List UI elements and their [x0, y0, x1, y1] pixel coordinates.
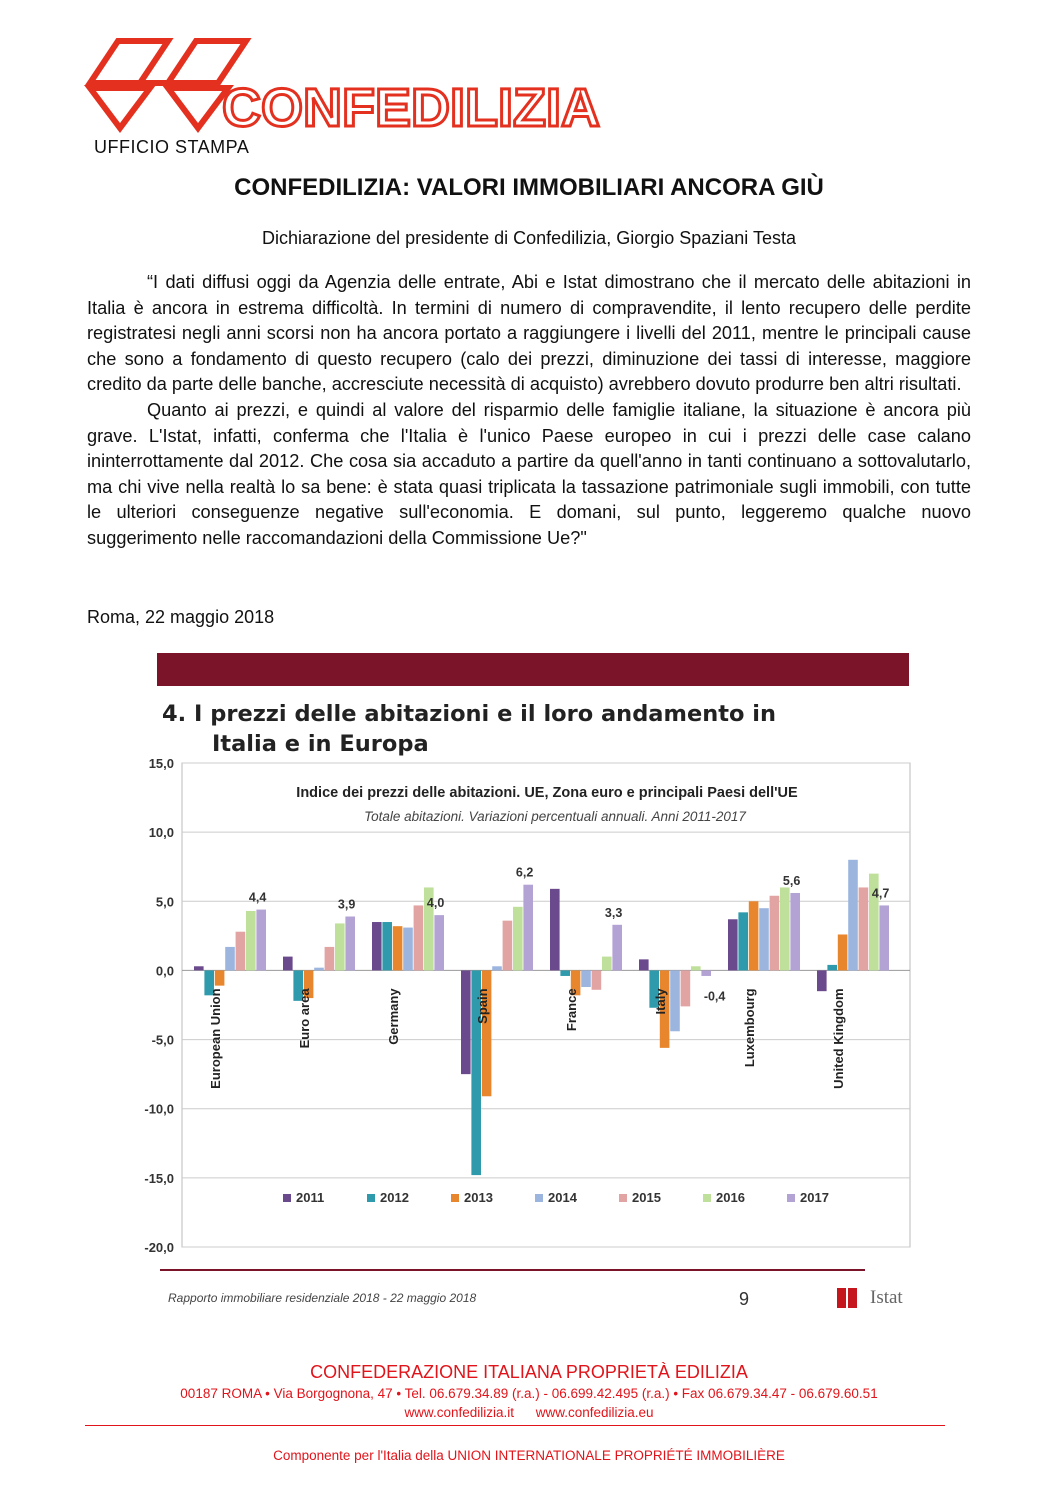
istat-logo-text: Istat	[870, 1287, 903, 1308]
bar-2013	[749, 901, 759, 970]
y-tick-label: -5,0	[151, 1032, 174, 1048]
y-tick-label: -20,0	[144, 1240, 174, 1255]
bar-2017	[879, 905, 889, 970]
figure-heading-line: Italia e in Europa	[212, 731, 429, 757]
bar-2012	[738, 912, 748, 970]
bar-2017	[256, 910, 266, 971]
bar-2016	[513, 907, 523, 971]
bar-2011	[817, 970, 827, 991]
footer-site-link[interactable]: www.confedilizia.it	[404, 1405, 514, 1420]
bar-2015	[236, 932, 246, 971]
legend-label: 2012	[380, 1190, 409, 1205]
bar-2014	[848, 860, 858, 971]
bar-2016	[780, 887, 790, 970]
bar-2015	[859, 887, 869, 970]
page-subtitle: Dichiarazione del presidente di Confedilizia, Giorgio Spaziani Testa	[262, 228, 796, 248]
legend-swatch	[787, 1194, 795, 1202]
plot-area	[182, 763, 910, 1247]
bar-2011	[639, 959, 649, 970]
data-label: 5,6	[782, 873, 801, 888]
bar-2016	[691, 966, 701, 970]
footer-websites	[0, 1405, 1058, 1420]
legend-swatch	[619, 1194, 627, 1202]
bar-2011	[550, 889, 560, 971]
figure-page-number: 9	[739, 1289, 750, 1309]
data-label: 4,7	[871, 886, 890, 901]
article-paragraph: Quanto ai prezzi, e quindi al valore del risparmio delle famiglie italiane, la situazione è ancora più grave. L'Istat, infatti, conferma che l'Italia è l'unico Paese europeo in cui i prezzi delle case calano ininterrottamente dal 2012. Che cosa sia accaduto a partire da quell'anno in tanti continuano a sottovalutarlo, ma chi vive nella realtà lo sa bene: è stata quasi triplicata la tassazione patrimoniale sugli immobili, con tutte le ulteriori conseguenze negative sull'economia. E domani, sul punto, leggeremo qualche nuovo suggerimento nelle raccomandazioni della Commissione Ue?"	[87, 399, 971, 548]
figure-source-note: Rapporto immobiliare residenziale 2018 - 22 maggio 2018	[168, 1291, 477, 1305]
data-label: -0,4	[703, 989, 726, 1004]
y-tick-label: 0,0	[155, 963, 174, 979]
data-label: 4,4	[248, 890, 267, 905]
legend-label: 2016	[716, 1190, 745, 1205]
bar-2014	[403, 928, 413, 971]
bar-2011	[461, 970, 471, 1074]
bar-2014	[314, 968, 324, 971]
bar-2013	[393, 926, 403, 970]
bar-2014	[759, 908, 769, 970]
bar-2016	[246, 911, 256, 970]
data-label: 3,3	[604, 905, 623, 920]
bar-2015	[770, 896, 780, 971]
bar-2015	[325, 947, 335, 971]
data-label: 6,2	[515, 865, 534, 880]
category-label: Italy	[653, 988, 668, 1015]
legend-swatch	[367, 1194, 375, 1202]
bar-2014	[670, 970, 680, 1031]
confedilizia-logo	[84, 38, 600, 138]
bar-2017	[523, 885, 533, 971]
category-label: Euro area	[297, 988, 312, 1049]
data-label: 3,9	[337, 897, 356, 912]
category-label: France	[564, 988, 579, 1032]
bar-2017	[790, 893, 800, 970]
dateline: Roma, 22 maggio 2018	[87, 607, 275, 627]
bar-2016	[602, 957, 612, 971]
page-title: CONFEDILIZIA: VALORI IMMOBILIARI ANCORA GIÙ	[234, 174, 824, 201]
bar-2013	[215, 970, 225, 985]
bar-2015	[503, 921, 513, 971]
category-label: United Kingdom	[831, 988, 846, 1089]
bar-2015	[592, 970, 602, 989]
bar-2011	[194, 966, 204, 970]
bar-2012	[827, 965, 837, 971]
y-tick-label: 15,0	[148, 756, 174, 771]
legend-swatch	[451, 1194, 459, 1202]
legend-swatch	[535, 1194, 543, 1202]
chart-figure	[144, 653, 912, 1320]
legend-label: 2013	[464, 1190, 493, 1205]
y-tick-label: 10,0	[148, 825, 174, 841]
bar-2015	[681, 970, 691, 1006]
bar-2014	[225, 947, 235, 971]
category-label: European Union	[208, 988, 223, 1089]
y-tick-label: -10,0	[144, 1101, 174, 1117]
bar-chart	[144, 653, 912, 1273]
bar-2014	[492, 966, 502, 970]
bar-2017	[434, 915, 444, 970]
legend-swatch	[703, 1194, 711, 1202]
press-office-label: UFFICIO STAMPA	[94, 137, 250, 157]
chart-title: Indice dei prezzi delle abitazioni. UE, Zona euro e principali Paesi dell'UE	[296, 785, 798, 801]
figure-footer-rule	[160, 1269, 865, 1271]
bar-2015	[414, 905, 424, 970]
category-label: Germany	[386, 988, 401, 1045]
bar-2012	[560, 970, 570, 976]
legend-swatch	[283, 1194, 291, 1202]
category-label: Luxembourg	[742, 988, 757, 1068]
footer-site-link[interactable]: www.confedilizia.eu	[535, 1405, 654, 1420]
category-label: Spain	[475, 988, 490, 1024]
article-paragraph: “I dati diffusi oggi da Agenzia delle entrate, Abi e Istat dimostrano che il mercato delle abitazioni in Italia è ancora in estrema difficoltà. In termini di numero di compravendite, il lento recupero delle perdite registratesi negli anni scorsi non ha ancora portato a raggiungere i livelli del 2011, mentre le principali cause che sono a fondamento di questo recupero (calo dei prezzi, diminuzione dei tassi di interesse, maggiore credito da parte delle banche, accresciute necessità di acquisto) avrebbero dovuto produrre ben altri risultati.	[87, 272, 971, 395]
bar-2011	[728, 919, 738, 970]
bar-2013	[838, 934, 848, 970]
footer-org: CONFEDERAZIONE ITALIANA PROPRIETÀ EDILIZIA	[310, 1362, 748, 1382]
footer-rule	[85, 1425, 945, 1426]
legend-label: 2011	[296, 1190, 325, 1205]
legend-label: 2017	[800, 1190, 829, 1205]
footer-membership: Componente per l'Italia della UNION INTERNATIONALE PROPRIÉTÉ IMMOBILIÈRE	[273, 1448, 785, 1463]
y-tick-label: -15,0	[144, 1170, 174, 1186]
footer-address: 00187 ROMA • Via Borgognona, 47 • Tel. 06.679.34.89 (r.a.) - 06.699.42.495 (r.a.) • Fax 06.679.34.47 - 06.679.60.51	[180, 1386, 878, 1401]
bar-2011	[283, 957, 293, 971]
bar-2017	[345, 916, 355, 970]
bar-2011	[372, 922, 382, 970]
bar-2017	[612, 925, 622, 971]
svg-text:CONFEDILIZIA: CONFEDILIZIA	[222, 78, 600, 138]
article-body	[87, 270, 971, 552]
istat-logo-icon	[837, 1288, 867, 1308]
bar-2017	[701, 970, 711, 976]
figure-heading-line: 4. I prezzi delle abitazioni e il loro andamento in	[162, 701, 776, 727]
legend-label: 2014	[548, 1190, 577, 1205]
bar-2014	[581, 970, 591, 987]
data-label: 4,0	[426, 896, 445, 911]
bar-2012	[382, 922, 392, 970]
bar-2016	[335, 923, 345, 970]
istat-logo	[837, 1287, 903, 1309]
chart-subtitle: Totale abitazioni. Variazioni percentuali annuali. Anni 2011-2017	[364, 809, 746, 824]
legend-label: 2015	[632, 1190, 661, 1205]
y-tick-label: 5,0	[155, 894, 174, 910]
